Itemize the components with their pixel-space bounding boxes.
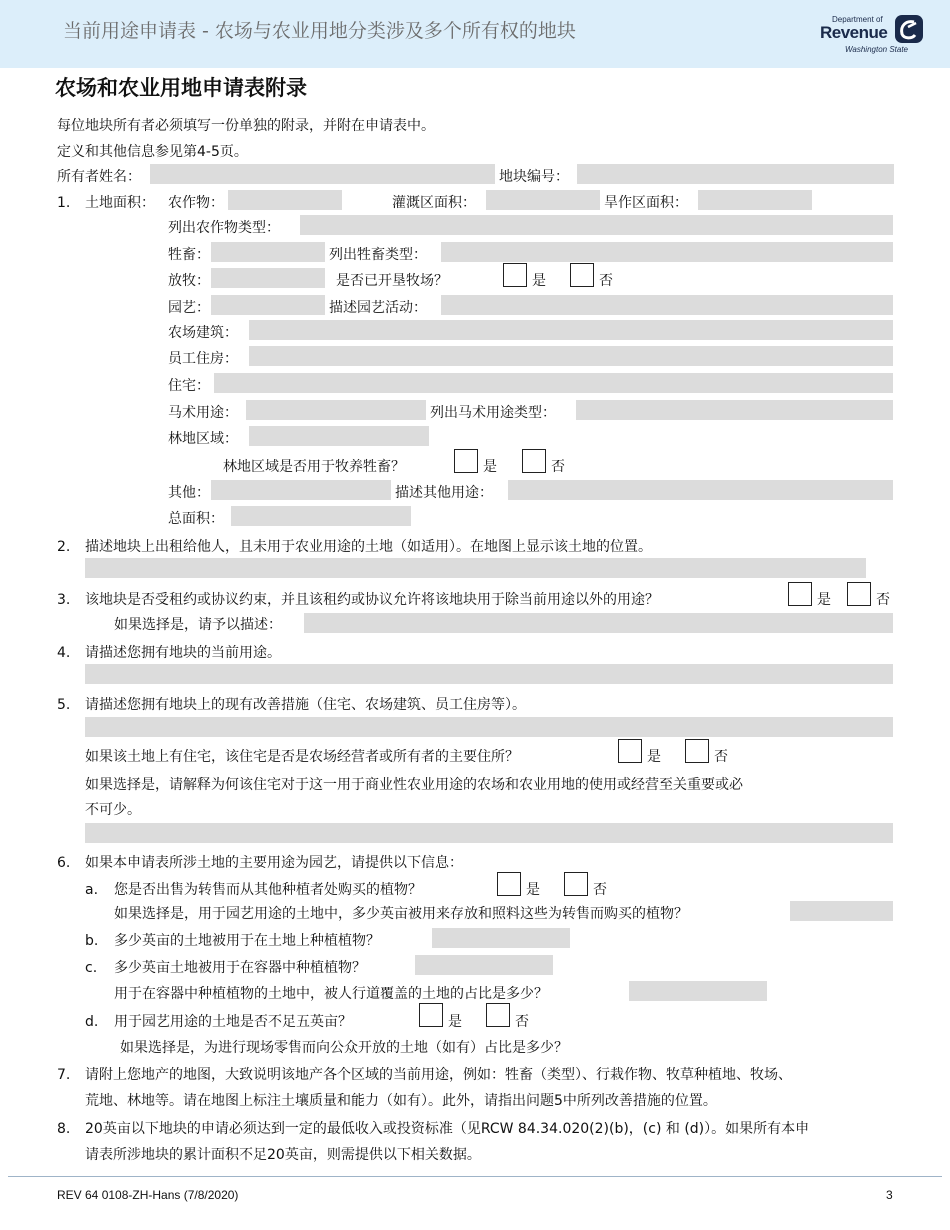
intro-line-1: 每位地块所有者必须填写一份单独的附录，并附在申请表中。 (57, 118, 435, 134)
q5-yes-checkbox[interactable] (618, 739, 642, 763)
logo-state: Washington State (845, 45, 909, 54)
grazing-no-checkbox[interactable] (570, 263, 594, 287)
q6c-acres-field[interactable] (415, 955, 553, 975)
worker-housing-label: 员工住房： (168, 351, 238, 367)
equestrian-label: 马术用途： (168, 405, 238, 421)
owner-name-field[interactable] (150, 164, 495, 184)
intro-line-2: 定义和其他信息参见第4-5页。 (57, 144, 248, 160)
q5-yes-label: 是 (647, 749, 661, 765)
hort-desc-label: 描述园艺活动： (329, 300, 427, 316)
q1-number: 1. (57, 195, 71, 211)
q6c-text: 多少英亩土地被用于在容器中种植植物？ (114, 960, 366, 976)
worker-housing-field[interactable] (249, 346, 893, 366)
crop-types-field[interactable] (300, 215, 893, 235)
parcel-number-field[interactable] (577, 164, 894, 184)
other-acres-field[interactable] (211, 480, 391, 500)
logo-mark-icon (894, 14, 924, 44)
q5-explain-field[interactable] (85, 823, 893, 843)
crop-types-label: 列出农作物类型： (168, 220, 280, 236)
q1-label: 土地面积： (85, 195, 155, 211)
q6-text: 如果本申请表所涉土地的主要用途为园艺，请提供以下信息： (85, 855, 463, 871)
q2-answer-field[interactable] (85, 558, 866, 578)
q5-number: 5. (57, 697, 71, 713)
q3-number: 3. (57, 592, 71, 608)
q6b-text: 多少英亩的土地被用于在土地上种植植物？ (114, 933, 380, 949)
q8-line-2: 请表所涉地块的累计面积不足20英亩，则需提供以下相关数据。 (85, 1147, 481, 1163)
livestock-acres-field[interactable] (211, 242, 325, 262)
grazing-yes-checkbox[interactable] (503, 263, 527, 287)
grazing-label: 放牧： (168, 273, 210, 289)
q7-line-1: 请附上您地产的地图，大致说明该地产各个区域的当前用途，例如：牲畜（类型）、行栽作物、牧草种植地、牧场、 (85, 1067, 792, 1083)
dor-logo (818, 14, 928, 56)
woodlot-yes-label: 是 (483, 459, 497, 475)
owner-name-label: 所有者姓名： (57, 169, 141, 185)
crops-label: 农作物： (168, 195, 224, 211)
grazing-acres-field[interactable] (211, 268, 325, 288)
q6a-text: 您是否出售为转售而从其他种植者处购买的植物？ (114, 882, 422, 898)
q6d-followup: 如果选择是，为进行现场零售而向公众开放的土地（如有）占比是多少？ (120, 1040, 568, 1056)
q3-no-checkbox[interactable] (847, 582, 871, 606)
grazing-yes-label: 是 (532, 273, 546, 289)
equestrian-types-label: 列出马术用途类型： (430, 405, 556, 421)
horticulture-acres-field[interactable] (211, 295, 325, 315)
q3-describe-field[interactable] (304, 613, 893, 633)
irrigated-label: 灌溉区面积： (392, 195, 476, 211)
equestrian-acres-field[interactable] (246, 400, 426, 420)
q6a-no-checkbox[interactable] (564, 872, 588, 896)
q6c-followup: 用于在容器中种植植物的土地中，被人行道覆盖的土地的占比是多少？ (114, 986, 548, 1002)
parcel-number-label: 地块编号： (499, 169, 569, 185)
q6c-percent-field[interactable] (629, 981, 767, 1001)
q5-answer-field[interactable] (85, 717, 893, 737)
q6d-no-checkbox[interactable] (486, 1003, 510, 1027)
woodlot-no-label: 否 (551, 459, 565, 475)
q4-text: 请描述您拥有地块的当前用途。 (85, 645, 281, 661)
q6b-acres-field[interactable] (432, 928, 570, 948)
form-title: 农场和农业用地申请表附录 (55, 76, 307, 100)
q3-if-yes-label: 如果选择是，请予以描述： (114, 617, 282, 633)
q6d-yes-label: 是 (448, 1014, 462, 1030)
horticulture-label: 园艺： (168, 300, 210, 316)
farm-buildings-label: 农场建筑： (168, 325, 238, 341)
q6b-letter: b. (85, 933, 99, 949)
total-label: 总面积： (168, 511, 224, 527)
q3-text: 该地块是否受租约或协议约束，并且该租约或协议允许将该地块用于除当前用途以外的用途？ (85, 592, 659, 608)
q2-number: 2. (57, 539, 71, 555)
other-desc-label: 描述其他用途： (395, 485, 493, 501)
dry-acres-field[interactable] (698, 190, 812, 210)
woodlot-question: 林地区域是否用于牧养牲畜？ (223, 459, 405, 475)
q6c-letter: c. (85, 960, 98, 976)
q5-explain-line-1: 如果选择是，请解释为何该住宅对于这一用于商业性农业用途的农场和农业用地的使用或经营至关重要或必 (85, 777, 743, 793)
dry-label: 旱作区面积： (604, 195, 688, 211)
livestock-types-field[interactable] (441, 242, 893, 262)
other-desc-field[interactable] (508, 480, 893, 500)
woodlot-yes-checkbox[interactable] (454, 449, 478, 473)
q7-number: 7. (57, 1067, 71, 1083)
woodlot-no-checkbox[interactable] (522, 449, 546, 473)
q6a-followup: 如果选择是，用于园艺用途的土地中，多少英亩被用来存放和照料这些为转售而购买的植物？ (114, 906, 688, 922)
logo-dept: Department of (832, 15, 883, 24)
q6a-no-label: 否 (593, 882, 607, 898)
q8-number: 8. (57, 1121, 71, 1137)
farm-buildings-field[interactable] (249, 320, 893, 340)
q6d-letter: d. (85, 1014, 99, 1030)
q5-residence-question: 如果该土地上有住宅，该住宅是否是农场经营者或所有者的主要住所？ (85, 749, 519, 765)
q4-number: 4. (57, 645, 71, 661)
q5-text: 请描述您拥有地块上的现有改善措施（住宅、农场建筑、员工住房等）。 (85, 697, 526, 713)
crops-acres-field[interactable] (228, 190, 342, 210)
residence-field[interactable] (214, 373, 893, 393)
q6d-yes-checkbox[interactable] (419, 1003, 443, 1027)
q6a-yes-checkbox[interactable] (497, 872, 521, 896)
grazing-question: 是否已开垦牧场？ (336, 273, 448, 289)
page-header (0, 0, 950, 68)
q6a-yes-label: 是 (526, 882, 540, 898)
q3-yes-checkbox[interactable] (788, 582, 812, 606)
woodlot-label: 林地区域： (168, 431, 238, 447)
q8-line-1: 20英亩以下地块的申请必须达到一定的最低收入或投资标准（见RCW 84.34.020(2)(b)，(c) 和 (d)）。如果所有本申 (85, 1121, 810, 1137)
q6a-acres-field[interactable] (790, 901, 893, 921)
q6-number: 6. (57, 855, 71, 871)
q7-line-2: 荒地、林地等。请在地图上标注土壤质量和能力（如有）。此外，请指出问题5中所列改善措施的位置。 (85, 1093, 717, 1109)
q3-yes-label: 是 (817, 592, 831, 608)
q6d-text: 用于园艺用途的土地是否不足五英亩？ (114, 1014, 352, 1030)
grazing-no-label: 否 (599, 273, 613, 289)
q6d-no-label: 否 (515, 1014, 529, 1030)
livestock-label: 牲畜： (168, 247, 210, 263)
equestrian-types-field[interactable] (576, 400, 893, 420)
q2-text: 描述地块上出租给他人，且未用于农业用途的土地（如适用）。在地图上显示该土地的位置。 (85, 539, 652, 555)
logo-name: Revenue (820, 23, 888, 42)
q5-no-checkbox[interactable] (685, 739, 709, 763)
livestock-types-label: 列出牲畜类型： (329, 247, 427, 263)
footer-divider (8, 1176, 942, 1177)
other-label: 其他： (168, 485, 210, 501)
woodlot-acres-field[interactable] (249, 426, 429, 446)
q6a-letter: a. (85, 882, 99, 898)
irrigated-acres-field[interactable] (486, 190, 600, 210)
footer-page-number: 3 (886, 1188, 893, 1202)
footer-form-id: REV 64 0108-ZH-Hans (7/8/2020) (57, 1188, 239, 1202)
total-acres-field[interactable] (231, 506, 411, 526)
q3-no-label: 否 (876, 592, 890, 608)
header-title: 当前用途申请表 - 农场与农业用地分类涉及多个所有权的地块 (63, 20, 576, 42)
residence-label: 住宅： (168, 378, 210, 394)
q5-no-label: 否 (714, 749, 728, 765)
hort-desc-field[interactable] (441, 295, 893, 315)
q4-answer-field[interactable] (85, 664, 893, 684)
q5-explain-line-2: 不可少。 (85, 802, 141, 818)
